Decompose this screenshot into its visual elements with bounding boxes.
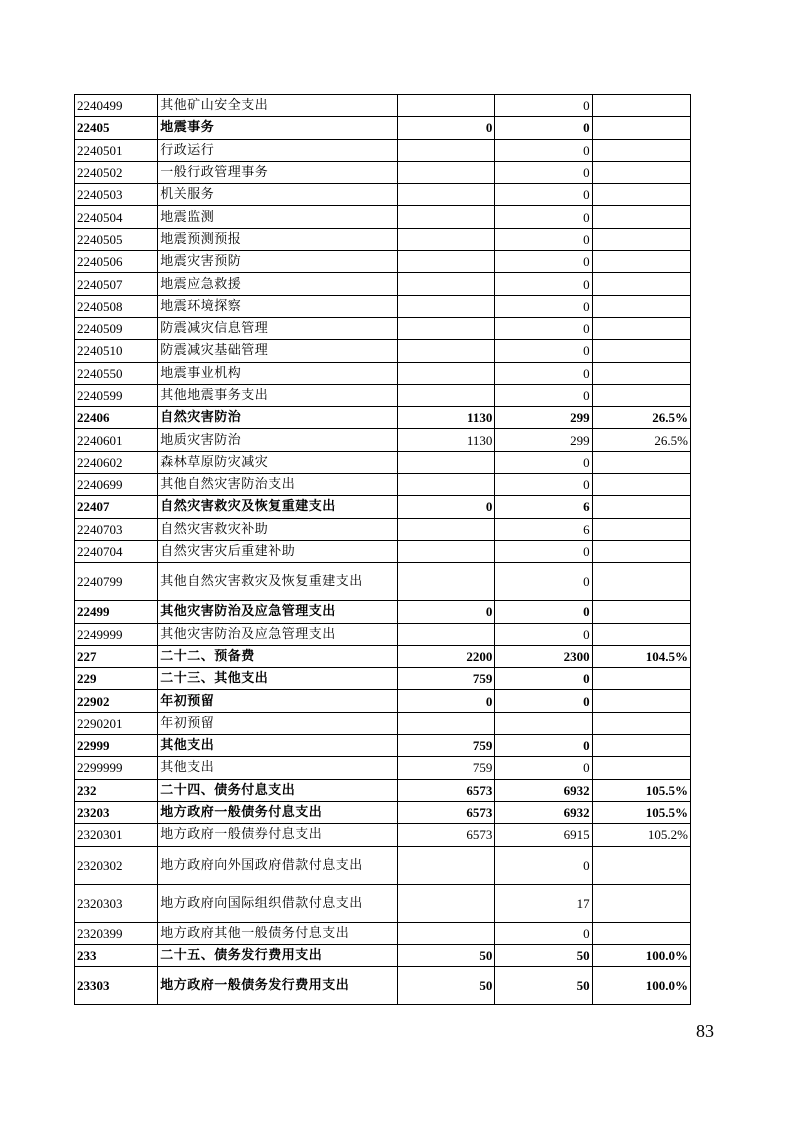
row-budget: 6573 [398,801,495,823]
row-code: 22405 [75,117,158,139]
row-percent [592,139,690,161]
table-row [75,117,691,139]
row-name: 地质灾害防治 [158,429,398,451]
row-actual: 6 [495,518,592,540]
row-name: 地震灾害预防 [158,251,398,273]
row-percent [592,623,690,645]
row-budget [398,362,495,384]
row-name: 地震预测预报 [158,228,398,250]
row-code: 229 [75,668,158,690]
row-name: 其他灾害防治及应急管理支出 [158,601,398,623]
row-budget [398,884,495,922]
row-code: 233 [75,944,158,966]
row-budget: 759 [398,735,495,757]
row-actual: 0 [495,251,592,273]
row-percent [592,922,690,944]
row-name: 其他自然灾害防治支出 [158,474,398,496]
row-name: 其他支出 [158,735,398,757]
row-percent [592,474,690,496]
table-row [75,384,691,406]
row-actual: 0 [495,161,592,183]
row-code: 2240499 [75,95,158,117]
table-row [75,712,691,734]
table-row [75,474,691,496]
budget-expenditure-table [74,94,691,1005]
row-name: 地震环境探察 [158,295,398,317]
table-row [75,757,691,779]
table-row [75,623,691,645]
row-percent [592,518,690,540]
row-code: 2290201 [75,712,158,734]
row-budget: 759 [398,757,495,779]
row-actual: 0 [495,668,592,690]
row-budget [398,846,495,884]
row-code: 2240704 [75,540,158,562]
row-code: 23303 [75,967,158,1005]
row-actual: 0 [495,474,592,496]
row-name: 机关服务 [158,184,398,206]
row-code: 2240599 [75,384,158,406]
row-percent [592,846,690,884]
row-percent [592,228,690,250]
table-row [75,184,691,206]
row-name: 森林草原防灾减灾 [158,451,398,473]
row-budget [398,518,495,540]
row-percent [592,735,690,757]
row-budget [398,340,495,362]
row-code: 22499 [75,601,158,623]
row-actual: 6 [495,496,592,518]
row-percent [592,317,690,339]
row-percent [592,206,690,228]
table-row [75,496,691,518]
row-code: 2320399 [75,922,158,944]
row-code: 2240703 [75,518,158,540]
table-row [75,922,691,944]
table-row [75,563,691,601]
row-budget [398,563,495,601]
row-budget [398,712,495,734]
row-percent [592,384,690,406]
row-percent [592,184,690,206]
table-row [75,518,691,540]
row-actual: 0 [495,451,592,473]
row-percent [592,496,690,518]
row-budget: 0 [398,601,495,623]
row-code: 2240699 [75,474,158,496]
row-actual: 0 [495,846,592,884]
row-actual: 0 [495,228,592,250]
table-row [75,451,691,473]
row-name: 自然灾害灾后重建补助 [158,540,398,562]
row-budget: 2200 [398,645,495,667]
row-code: 22999 [75,735,158,757]
row-budget [398,384,495,406]
table-row [75,645,691,667]
row-actual: 0 [495,690,592,712]
row-percent [592,451,690,473]
row-actual: 0 [495,563,592,601]
row-code: 2240504 [75,206,158,228]
row-percent: 26.5% [592,429,690,451]
row-name: 其他地震事务支出 [158,384,398,406]
row-code: 2240550 [75,362,158,384]
row-actual [495,712,592,734]
row-budget [398,295,495,317]
table-row [75,340,691,362]
table-row [75,251,691,273]
row-budget [398,228,495,250]
table-row [75,407,691,429]
table-row [75,884,691,922]
row-name: 年初预留 [158,690,398,712]
row-percent [592,251,690,273]
table-row [75,779,691,801]
row-actual: 0 [495,184,592,206]
table-row [75,295,691,317]
row-budget [398,251,495,273]
table-body [75,95,691,1005]
row-name: 地震应急救援 [158,273,398,295]
table-row [75,668,691,690]
row-budget: 1130 [398,429,495,451]
row-percent [592,712,690,734]
row-budget [398,922,495,944]
row-name: 地方政府一般债券付息支出 [158,824,398,846]
row-name: 地震监测 [158,206,398,228]
page-number: 83 [696,1021,714,1041]
row-name: 二十四、债务付息支出 [158,779,398,801]
row-name: 二十三、其他支出 [158,668,398,690]
row-actual: 6932 [495,801,592,823]
row-budget: 0 [398,690,495,712]
table-row [75,540,691,562]
row-name: 地震事业机构 [158,362,398,384]
row-budget: 50 [398,944,495,966]
row-budget [398,451,495,473]
row-actual: 50 [495,967,592,1005]
row-percent [592,601,690,623]
table-row [75,362,691,384]
row-code: 22407 [75,496,158,518]
row-code: 2240502 [75,161,158,183]
row-name: 地方政府向国际组织借款付息支出 [158,884,398,922]
table-row [75,95,691,117]
row-name: 其他矿山安全支出 [158,95,398,117]
row-budget: 0 [398,496,495,518]
row-code: 2320301 [75,824,158,846]
row-name: 其他支出 [158,757,398,779]
table-row [75,735,691,757]
row-code: 2249999 [75,623,158,645]
row-percent [592,690,690,712]
row-budget [398,95,495,117]
row-name: 二十二、预备费 [158,645,398,667]
row-code: 23203 [75,801,158,823]
row-budget: 1130 [398,407,495,429]
row-percent: 105.5% [592,801,690,823]
row-actual: 6932 [495,779,592,801]
row-percent: 100.0% [592,967,690,1005]
row-percent: 104.5% [592,645,690,667]
table-row [75,429,691,451]
row-budget: 6573 [398,824,495,846]
row-name: 自然灾害救灾补助 [158,518,398,540]
row-name: 地方政府其他一般债务付息支出 [158,922,398,944]
row-actual: 0 [495,922,592,944]
row-actual: 0 [495,139,592,161]
table-row [75,601,691,623]
row-name: 防震减灾信息管理 [158,317,398,339]
row-percent [592,563,690,601]
table-row [75,273,691,295]
row-budget [398,273,495,295]
row-code: 2320303 [75,884,158,922]
row-code: 227 [75,645,158,667]
row-actual: 50 [495,944,592,966]
row-percent [592,884,690,922]
row-percent [592,757,690,779]
row-percent [592,362,690,384]
row-actual: 0 [495,273,592,295]
table-row [75,317,691,339]
row-actual: 0 [495,362,592,384]
table-row [75,206,691,228]
row-actual: 17 [495,884,592,922]
row-budget: 50 [398,967,495,1005]
row-code: 2320302 [75,846,158,884]
row-actual: 0 [495,601,592,623]
row-percent [592,540,690,562]
row-percent: 26.5% [592,407,690,429]
row-percent [592,273,690,295]
row-name: 其他灾害防治及应急管理支出 [158,623,398,645]
row-budget [398,139,495,161]
row-percent [592,161,690,183]
row-name: 一般行政管理事务 [158,161,398,183]
row-code: 22902 [75,690,158,712]
row-name: 地方政府一般债务付息支出 [158,801,398,823]
row-code: 2240503 [75,184,158,206]
row-code: 2240506 [75,251,158,273]
table-row [75,139,691,161]
row-name: 防震减灾基础管理 [158,340,398,362]
row-name: 自然灾害救灾及恢复重建支出 [158,496,398,518]
table-row [75,801,691,823]
row-code: 2240509 [75,317,158,339]
row-actual: 0 [495,623,592,645]
row-actual: 0 [495,295,592,317]
row-budget [398,161,495,183]
row-budget [398,540,495,562]
row-name: 其他自然灾害救灾及恢复重建支出 [158,563,398,601]
row-actual: 0 [495,340,592,362]
row-percent [592,295,690,317]
row-actual: 0 [495,95,592,117]
row-budget [398,184,495,206]
row-percent: 105.2% [592,824,690,846]
row-percent [592,95,690,117]
row-name: 地震事务 [158,117,398,139]
row-code: 2240601 [75,429,158,451]
table-row [75,228,691,250]
row-budget [398,474,495,496]
row-code: 2240507 [75,273,158,295]
row-code: 2240505 [75,228,158,250]
row-budget: 759 [398,668,495,690]
row-percent [592,340,690,362]
row-name: 地方政府一般债务发行费用支出 [158,967,398,1005]
row-name: 二十五、债务发行费用支出 [158,944,398,966]
row-percent: 105.5% [592,779,690,801]
row-percent [592,117,690,139]
row-actual: 299 [495,407,592,429]
row-name: 行政运行 [158,139,398,161]
table-row [75,944,691,966]
row-actual: 0 [495,206,592,228]
row-code: 2240508 [75,295,158,317]
row-actual: 299 [495,429,592,451]
table-row [75,161,691,183]
row-code: 2240602 [75,451,158,473]
row-code: 2240501 [75,139,158,161]
row-code: 2299999 [75,757,158,779]
row-name: 自然灾害防治 [158,407,398,429]
table-row [75,846,691,884]
table-row [75,967,691,1005]
row-actual: 2300 [495,645,592,667]
row-percent [592,668,690,690]
row-code: 232 [75,779,158,801]
row-percent: 100.0% [592,944,690,966]
row-budget: 0 [398,117,495,139]
row-actual: 0 [495,735,592,757]
row-name: 年初预留 [158,712,398,734]
row-actual: 0 [495,757,592,779]
row-actual: 0 [495,317,592,339]
table-row [75,690,691,712]
row-code: 2240799 [75,563,158,601]
table-row [75,824,691,846]
row-actual: 0 [495,540,592,562]
row-name: 地方政府向外国政府借款付息支出 [158,846,398,884]
row-actual: 6915 [495,824,592,846]
row-budget: 6573 [398,779,495,801]
row-code: 22406 [75,407,158,429]
row-budget [398,317,495,339]
row-budget [398,206,495,228]
row-budget [398,623,495,645]
row-actual: 0 [495,384,592,406]
row-code: 2240510 [75,340,158,362]
row-actual: 0 [495,117,592,139]
